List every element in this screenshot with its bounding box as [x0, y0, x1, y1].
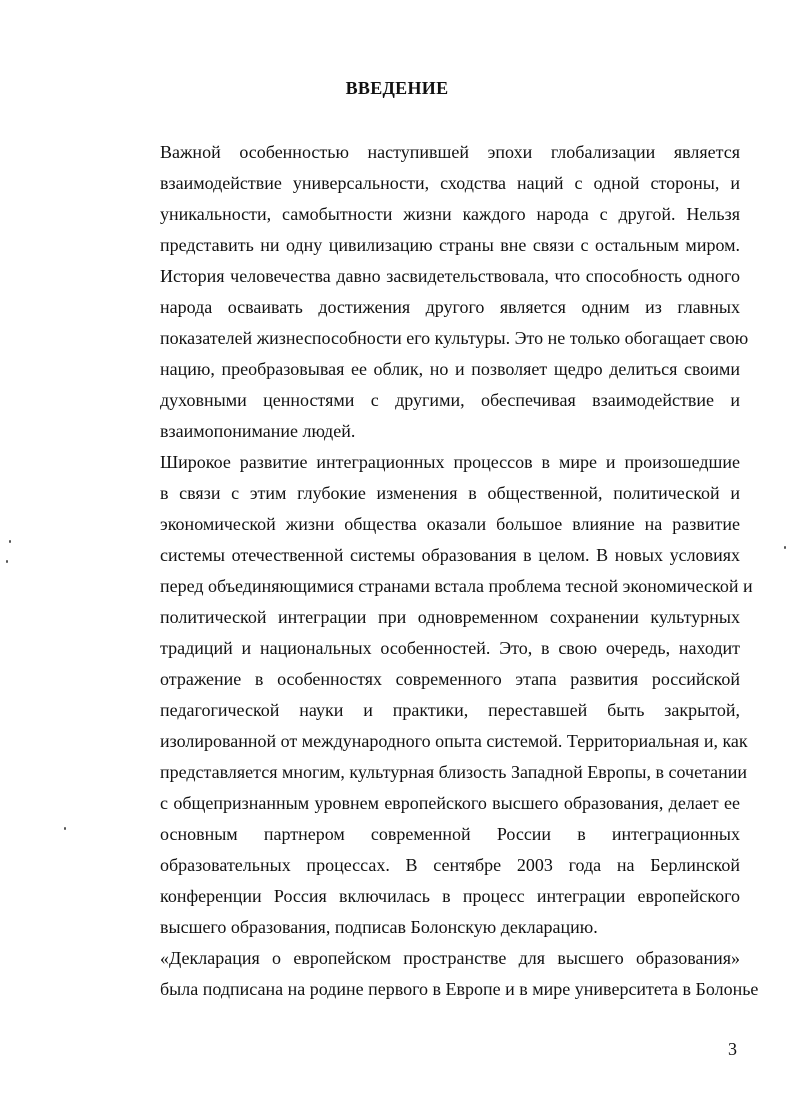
text-line: уникальности, самобытности жизни каждого народа с другой. Нельзя	[160, 204, 740, 224]
paragraph-3	[116, 943, 759, 1005]
text-line: в связи с этим глубокие изменения в общественной, политической и	[160, 483, 740, 503]
text-line: Широкое развитие интеграционных процессов в мире и произошедшие	[160, 452, 740, 472]
paragraph-2	[116, 447, 753, 943]
text-line: экономической жизни общества оказали большое влияние на развитие	[160, 514, 740, 534]
text-line: перед объединяющимися странами встала проблема тесной экономической и	[160, 576, 753, 596]
text-line: изолированной от международного опыта системой. Территориальная и, как	[160, 731, 748, 751]
text-line: с общепризнанным уровнем европейского высшего образования, делает ее	[160, 793, 740, 813]
text-line: традиций и национальных особенностей. Это, в свою очередь, находит	[160, 638, 740, 658]
text-line: образовательных процессах. В сентябре 2003 года на Берлинской	[160, 855, 740, 875]
text-line: «Декларация о европейском пространстве для высшего образования»	[160, 948, 740, 968]
section-title: ВВЕДЕНИЕ	[345, 78, 449, 98]
scan-speck	[6, 560, 8, 563]
scan-speck	[64, 827, 66, 830]
page-number: 3	[728, 1039, 737, 1059]
text-line: основным партнером современной России в интеграционных	[160, 824, 740, 844]
scan-speck	[9, 540, 11, 543]
paragraph-1	[116, 137, 749, 447]
text-line: представить ни одну цивилизацию страны вне связи с остальным миром.	[160, 235, 740, 255]
text-line: конференции Россия включилась в процесс интеграции европейского	[160, 886, 740, 906]
scan-speck	[784, 546, 786, 549]
text-line: взаимодействие универсальности, сходства наций с одной стороны, и	[160, 173, 740, 193]
text-line: Важной особенностью наступившей эпохи глобализации является	[160, 142, 740, 162]
text-line: духовными ценностями с другими, обеспечивая взаимодействие и	[160, 390, 740, 410]
text-line: История человечества давно засвидетельствовала, что способность одного	[160, 266, 740, 286]
text-line: показателей жизнеспособности его культуры. Это не только обогащает свою	[160, 328, 749, 348]
text-line: представляется многим, культурная близость Западной Европы, в сочетании	[160, 762, 748, 782]
text-line: взаимопонимание людей.	[160, 421, 356, 441]
text-line: народа осваивать достижения другого является одним из главных	[160, 297, 740, 317]
text-line: педагогической науки и практики, переставшей быть закрытой,	[160, 700, 740, 720]
text-line: высшего образования, подписав Болонскую декларацию.	[160, 917, 598, 937]
text-line: системы отечественной системы образования в целом. В новых условиях	[160, 545, 740, 565]
text-line: отражение в особенностях современного этапа развития российской	[160, 669, 740, 689]
text-line: была подписана на родине первого в Европе и в мире университета в Болонье	[160, 979, 759, 999]
text-line: политической интеграции при одновременном сохранении культурных	[160, 607, 740, 627]
text-line: нацию, преобразовывая ее облик, но и позволяет щедро делиться своими	[160, 359, 740, 379]
body-text	[116, 137, 759, 1005]
